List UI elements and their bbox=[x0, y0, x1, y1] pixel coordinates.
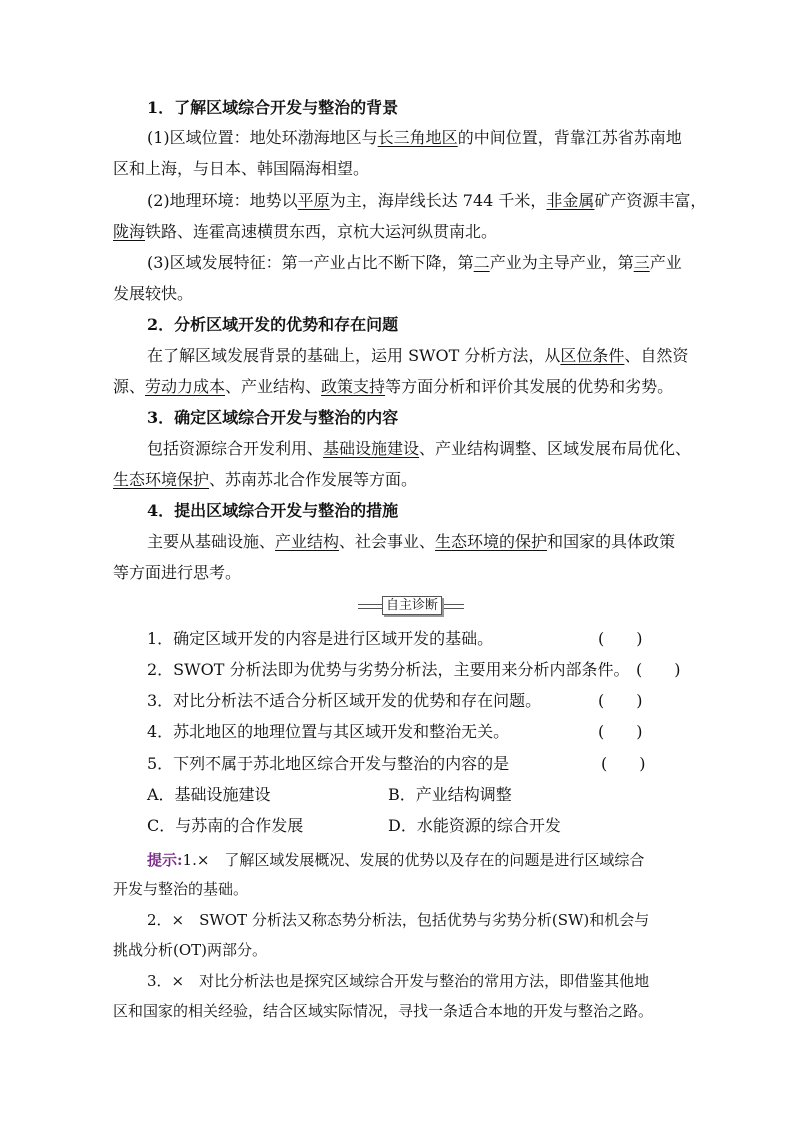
section4-line1: 主要从基础设施、产业结构、社会事业、生态环境的保护和国家的具体政策 bbox=[147, 532, 676, 551]
option-c: C．与苏南的合作发展 bbox=[147, 816, 304, 835]
banner-label: 自主诊断 bbox=[382, 596, 442, 615]
answer-blank-5: ( ) bbox=[601, 754, 646, 773]
answer-blank-3: ( ) bbox=[598, 691, 643, 710]
underlined-term: 生态环境保护 bbox=[113, 470, 210, 489]
underlined-term: 劳动力成本 bbox=[145, 377, 226, 396]
underlined-term: 陇海 bbox=[113, 222, 146, 241]
underlined-term: 生态环境的保护 bbox=[435, 532, 548, 551]
answer-blank-4: ( ) bbox=[598, 722, 643, 741]
section2-line1: 在了解区域发展背景的基础上，运用 SWOT 分析方法，从区位条件、自然资 bbox=[147, 346, 689, 365]
section1-para1-line2: 区和上海，与日本、韩国隔海相望。 bbox=[113, 159, 370, 178]
underlined-term: 二 bbox=[473, 253, 490, 272]
section1-para3-line1: (3)区域发展特征：第一产业占比不断下降，第二产业为主导产业，第三产业 bbox=[147, 253, 682, 272]
section1-para2-line1: (2)地理环境：地势以平原为主，海岸线长达 744 千米，非金属矿产资源丰富， bbox=[147, 191, 707, 210]
section1-para2-line2: 陇海铁路、连霍高速横贯东西，京杭大运河纵贯南北。 bbox=[113, 222, 498, 241]
option-a: A．基础设施建设 bbox=[147, 785, 271, 804]
option-b: B．产业结构调整 bbox=[388, 785, 512, 804]
section2-line2: 源、劳动力成本、产业结构、政策支持等方面分析和评价其发展的优势和劣势。 bbox=[113, 377, 674, 396]
underlined-term: 政策支持 bbox=[321, 377, 386, 396]
section4-line2: 等方面进行思考。 bbox=[113, 563, 242, 582]
section2-heading: 2．分析区域开发的优势和存在问题 bbox=[147, 315, 399, 334]
question-4: 4．苏北地区的地理位置与其区域开发和整治无关。 bbox=[147, 722, 510, 741]
underlined-term: 产业结构 bbox=[275, 532, 340, 551]
hint-1-line1: 提示:1.× 了解区域发展概况、发展的优势以及存在的问题是进行区域综合 bbox=[147, 851, 645, 869]
underlined-term: 区位条件 bbox=[560, 346, 625, 365]
question-5: 5．下列不属于苏北地区综合开发与整治的内容的是 bbox=[147, 754, 510, 773]
hint-2-line2: 挑战分析(OT)两部分。 bbox=[113, 941, 268, 959]
hint-label: 提示: bbox=[147, 851, 183, 869]
section3-line1: 包括资源综合开发利用、基础设施建设、产业结构调整、区域发展布局优化、 bbox=[147, 439, 692, 458]
section4-heading: 4．提出区域综合开发与整治的措施 bbox=[147, 501, 399, 520]
question-2: 2．SWOT 分析法即为优势与劣势分析法，主要用来分析内部条件。 bbox=[147, 660, 630, 679]
hint-2-line1: 2．× SWOT 分析法又称态势分析法，包括优势与劣势分析(SW)和机会与 bbox=[147, 911, 650, 929]
answer-blank-1: ( ) bbox=[598, 629, 643, 648]
option-d: D．水能资源的综合开发 bbox=[388, 816, 561, 835]
hint-3-line2: 区和国家的相关经验，结合区域实际情况，寻找一条适合本地的开发与整治之路。 bbox=[113, 1002, 654, 1020]
section3-heading: 3．确定区域综合开发与整治的内容 bbox=[147, 408, 399, 427]
answer-blank-2: ( ) bbox=[636, 660, 681, 679]
underlined-term: 基础设施建设 bbox=[323, 439, 420, 458]
self-diagnosis-banner bbox=[358, 596, 464, 616]
underlined-term: 非金属 bbox=[546, 191, 595, 210]
hint-1-line2: 开发与整治的基础。 bbox=[113, 880, 249, 898]
banner-rule-left bbox=[358, 604, 384, 609]
underlined-term: 长三角地区 bbox=[377, 128, 458, 147]
section1-para3-line2: 发展较快。 bbox=[113, 284, 194, 303]
question-1: 1．确定区域开发的内容是进行区域开发的基础。 bbox=[147, 629, 494, 648]
underlined-term: 平原 bbox=[297, 191, 330, 210]
hint-3-line1: 3．× 对比分析法也是探究区域综合开发与整治的常用方法，即借鉴其他地 bbox=[147, 972, 650, 990]
section1-para1-line1: (1)区域位置：地处环渤海地区与长三角地区的中间位置，背靠江苏省苏南地 bbox=[147, 128, 682, 147]
section1-heading: 1．了解区域综合开发与整治的背景 bbox=[147, 98, 399, 117]
section3-line2: 生态环境保护、苏南苏北合作发展等方面。 bbox=[113, 470, 418, 489]
underlined-term: 三 bbox=[633, 253, 650, 272]
question-3: 3．对比分析法不适合分析区域开发的优势和存在问题。 bbox=[147, 691, 542, 710]
